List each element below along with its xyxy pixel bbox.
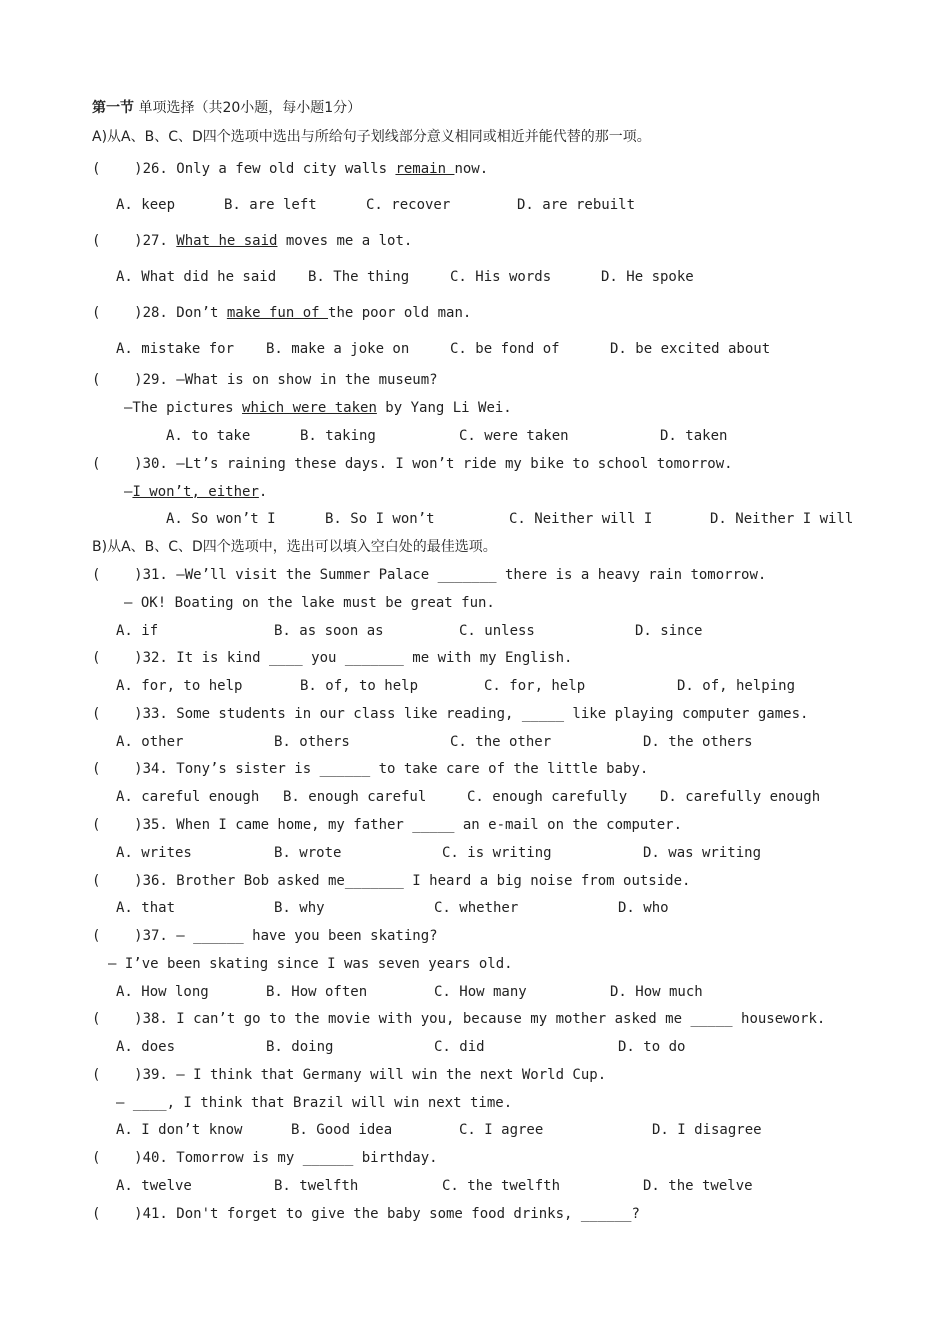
q34-option-c: C. enough carefully bbox=[467, 789, 628, 805]
q31-line-2: — OK! Boating on the lake must be great fun. bbox=[124, 595, 495, 611]
q35-option-b: B. wrote bbox=[274, 845, 342, 861]
section-title: 第一节 bbox=[92, 100, 134, 116]
q27-stem-end: moves me a lot. bbox=[277, 233, 413, 249]
q29-underlined: which were taken bbox=[242, 400, 377, 416]
q35-option-c: C. is writing bbox=[442, 845, 552, 861]
q28-stem: ( )28. Don’t bbox=[92, 305, 227, 321]
part-b-instruction: B)从A、B、C、D四个选项中，选出可以填入空白处的最佳选项。 bbox=[92, 539, 497, 555]
q32-option-b: B. of, to help bbox=[300, 678, 419, 694]
question-28 bbox=[92, 304, 471, 322]
q31-option-b: B. as soon as bbox=[274, 623, 384, 639]
q37-option-a: A. How long bbox=[116, 984, 209, 1000]
q39-option-a: A. I don’t know bbox=[116, 1122, 243, 1138]
q39-option-d: D. I disagree bbox=[652, 1122, 762, 1138]
q33-option-d: D. the others bbox=[643, 734, 753, 750]
question-35: ( )35. When I came home, my father _____ an e-mail on the computer. bbox=[92, 817, 683, 833]
section-header bbox=[92, 99, 361, 117]
q29-stem: —The pictures bbox=[124, 400, 243, 416]
q30-option-b: B. So I won’t bbox=[325, 511, 435, 527]
q31-option-a: A. if bbox=[116, 623, 159, 639]
q27-option-d: D. He spoke bbox=[601, 269, 694, 285]
q37-option-b: B. How often bbox=[266, 984, 368, 1000]
q30-option-c: C. Neither will I bbox=[509, 511, 653, 527]
question-40: ( )40. Tomorrow is my ______ birthday. bbox=[92, 1150, 438, 1166]
q40-option-c: C. the twelfth bbox=[442, 1178, 561, 1194]
q32-option-d: D. of, helping bbox=[677, 678, 796, 694]
q29-option-d: D. taken bbox=[660, 428, 728, 444]
q26-stem-end: now. bbox=[454, 161, 489, 177]
q27-option-c: C. His words bbox=[450, 269, 552, 285]
q29-option-a: A. to take bbox=[166, 428, 251, 444]
question-36: ( )36. Brother Bob asked me_______ I heard a big noise from outside. bbox=[92, 873, 691, 889]
q27-option-a: A. What did he said bbox=[116, 269, 277, 285]
q26-stem: ( )26. Only a few old city walls bbox=[92, 161, 396, 177]
question-26 bbox=[92, 160, 488, 178]
question-30: ( )30. —Lt’s raining these days. I won’t ride my bike to school tomorrow. bbox=[92, 456, 733, 472]
question-31: ( )31. —We’ll visit the Summer Palace _______ there is a heavy rain tomorrow. bbox=[92, 567, 767, 583]
q30-answer-line bbox=[124, 483, 267, 501]
q38-option-c: C. did bbox=[434, 1039, 485, 1055]
q31-option-d: D. since bbox=[635, 623, 703, 639]
q33-option-b: B. others bbox=[274, 734, 350, 750]
q34-option-b: B. enough careful bbox=[283, 789, 427, 805]
q30-option-a: A. So won’t I bbox=[166, 511, 276, 527]
q37-option-c: C. How many bbox=[434, 984, 527, 1000]
question-38: ( )38. I can’t go to the movie with you, because my mother asked me _____ housework. bbox=[92, 1011, 826, 1027]
q30-option-d: D. Neither I will bbox=[710, 511, 854, 527]
q38-option-b: B. doing bbox=[266, 1039, 334, 1055]
q28-option-c: C. be fond of bbox=[450, 341, 560, 357]
q36-option-b: B. why bbox=[274, 900, 325, 916]
q28-option-a: A. mistake for bbox=[116, 341, 235, 357]
q32-option-c: C. for, help bbox=[484, 678, 586, 694]
question-39: ( )39. — I think that Germany will win the next World Cup. bbox=[92, 1067, 607, 1083]
q37-line-2: — I’ve been skating since I was seven years old. bbox=[108, 956, 513, 972]
question-37: ( )37. — ______ have you been skating? bbox=[92, 928, 438, 944]
q28-stem-end: the poor old man. bbox=[328, 305, 472, 321]
q30-stem: — bbox=[124, 484, 133, 500]
q26-option-a: A. keep bbox=[116, 197, 176, 213]
q40-option-a: A. twelve bbox=[116, 1178, 192, 1194]
question-33: ( )33. Some students in our class like reading, _____ like playing computer games. bbox=[92, 706, 809, 722]
q35-option-d: D. was writing bbox=[643, 845, 762, 861]
q26-option-b: B. are left bbox=[224, 197, 317, 213]
question-27 bbox=[92, 232, 412, 250]
q26-option-c: C. recover bbox=[366, 197, 451, 213]
q27-option-b: B. The thing bbox=[308, 269, 410, 285]
q30-underlined: I won’t, either bbox=[132, 484, 259, 500]
q29-stem-end: by Yang Li Wei. bbox=[376, 400, 512, 416]
question-41: ( )41. Don't forget to give the baby some food drinks, ______? bbox=[92, 1206, 640, 1222]
q27-underlined: What he said bbox=[176, 233, 278, 249]
q31-option-c: C. unless bbox=[459, 623, 535, 639]
q27-stem: ( )27. bbox=[92, 233, 177, 249]
q28-option-d: D. be excited about bbox=[610, 341, 771, 357]
q34-option-a: A. careful enough bbox=[116, 789, 260, 805]
q36-option-a: A. that bbox=[116, 900, 176, 916]
q35-option-a: A. writes bbox=[116, 845, 192, 861]
q29-option-b: B. taking bbox=[300, 428, 376, 444]
q40-option-b: B. twelfth bbox=[274, 1178, 359, 1194]
q38-option-d: D. to do bbox=[618, 1039, 686, 1055]
q34-option-d: D. carefully enough bbox=[660, 789, 821, 805]
q33-option-c: C. the other bbox=[450, 734, 552, 750]
q37-option-d: D. How much bbox=[610, 984, 703, 1000]
q36-option-c: C. whether bbox=[434, 900, 519, 916]
q40-option-d: D. the twelve bbox=[643, 1178, 753, 1194]
q28-underlined: make fun of bbox=[226, 305, 329, 321]
q39-option-c: C. I agree bbox=[459, 1122, 544, 1138]
q26-option-d: D. are rebuilt bbox=[517, 197, 636, 213]
q39-option-b: B. Good idea bbox=[291, 1122, 393, 1138]
q39-line-2: — ____, I think that Brazil will win next time. bbox=[116, 1095, 513, 1111]
q30-stem-end: . bbox=[258, 484, 268, 500]
question-29: ( )29. —What is on show in the museum? bbox=[92, 372, 438, 388]
q38-option-a: A. does bbox=[116, 1039, 176, 1055]
question-34: ( )34. Tony’s sister is ______ to take care of the little baby. bbox=[92, 761, 649, 777]
q29-option-c: C. were taken bbox=[459, 428, 569, 444]
q36-option-d: D. who bbox=[618, 900, 669, 916]
q33-option-a: A. other bbox=[116, 734, 184, 750]
section-subtitle: 单项选择（共20小题，每小题1分） bbox=[138, 100, 362, 116]
q32-option-a: A. for, to help bbox=[116, 678, 243, 694]
q29-answer-line bbox=[124, 399, 512, 417]
q28-option-b: B. make a joke on bbox=[266, 341, 410, 357]
part-a-instruction: A)从A、B、C、D四个选项中选出与所给句子划线部分意义相同或相近并能代替的那一项。 bbox=[92, 129, 651, 145]
question-32: ( )32. It is kind ____ you _______ me with my English. bbox=[92, 650, 573, 666]
q26-underlined: remain bbox=[395, 161, 455, 177]
